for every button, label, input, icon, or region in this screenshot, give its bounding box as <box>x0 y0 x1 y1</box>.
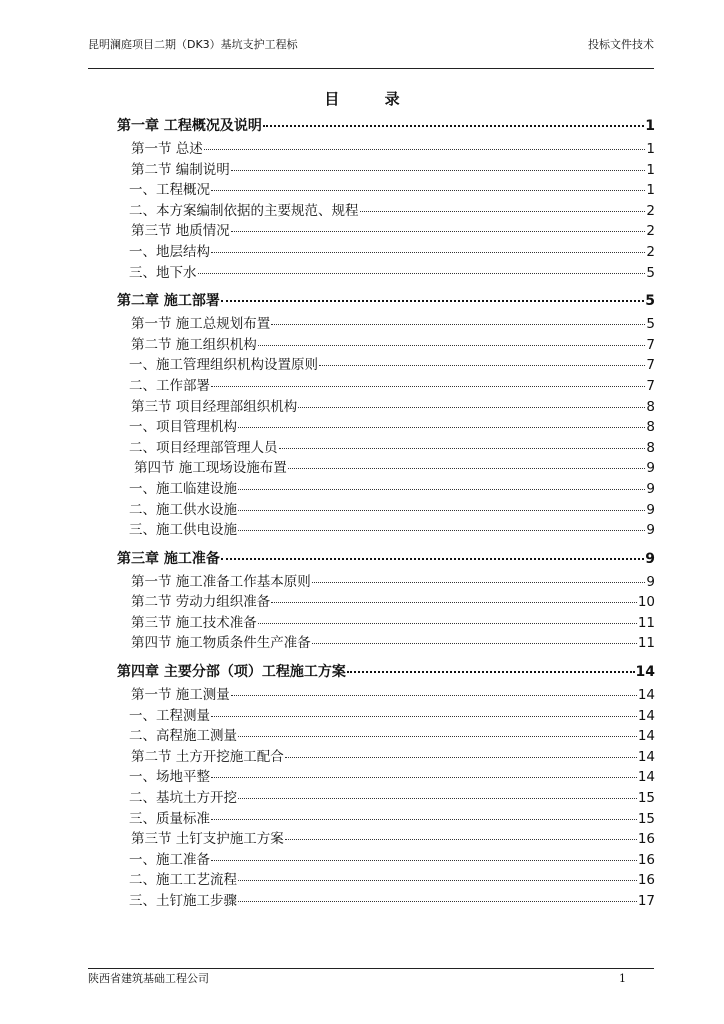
toc-entry-label: 第三节 地质情况 <box>131 223 230 240</box>
toc-dot-leader <box>238 427 645 428</box>
toc-dot-leader <box>221 300 644 302</box>
toc-entry[interactable] <box>117 335 655 356</box>
toc-entry-page: 1 <box>646 182 655 199</box>
toc-dot-leader <box>258 623 637 624</box>
toc-dot-leader <box>285 839 637 840</box>
toc-entry-page: 14 <box>637 769 655 786</box>
toc-entry-label: 一、项目管理机构 <box>129 419 237 436</box>
toc-entry[interactable] <box>117 221 655 242</box>
page-footer <box>88 968 654 985</box>
toc-dot-leader <box>271 324 645 325</box>
toc-entry-label: 三、质量标准 <box>129 810 210 827</box>
toc-dot-leader <box>198 273 646 274</box>
toc-entry[interactable] <box>117 747 655 768</box>
toc-entry[interactable] <box>117 613 655 634</box>
toc-entry-label: 第三节 项目经理部组织机构 <box>131 398 298 415</box>
toc-entry-label: 第一节 施工总规划布置 <box>131 316 271 333</box>
toc-entry[interactable] <box>117 397 655 418</box>
toc-entry-label: 一、工程概况 <box>129 182 210 199</box>
toc-entry-page: 14 <box>637 748 655 765</box>
toc-entry[interactable] <box>117 417 655 438</box>
toc-entry-label: 第一节 施工测量 <box>131 687 230 704</box>
toc-entry[interactable] <box>117 850 655 871</box>
toc-dot-leader <box>238 798 637 799</box>
toc-entry-page: 11 <box>637 635 655 652</box>
toc-dot-leader <box>238 510 645 511</box>
toc-entry-page: 17 <box>637 893 655 909</box>
toc-entry-label: 二、高程施工测量 <box>129 728 237 745</box>
toc-entry-page: 9 <box>646 522 655 539</box>
toc-entry[interactable] <box>117 263 655 284</box>
toc-dot-leader <box>221 558 644 560</box>
toc-dot-leader <box>211 386 645 387</box>
toc-entry[interactable] <box>117 160 655 181</box>
toc-entry-page: 5 <box>645 293 655 310</box>
toc-entry-label: 二、施工工艺流程 <box>129 872 237 889</box>
toc-title: 目 录 <box>324 90 420 108</box>
toc-dot-leader <box>258 345 646 346</box>
toc-entry-page: 9 <box>646 460 655 477</box>
toc-entry[interactable] <box>117 500 655 521</box>
toc-dot-leader <box>271 602 637 603</box>
toc-entry-label: 二、本方案编制依据的主要规范、规程 <box>129 202 359 219</box>
toc-entry-page: 9 <box>646 480 655 497</box>
toc-entry-page: 8 <box>646 439 655 456</box>
toc-dot-leader <box>312 643 637 644</box>
toc-entry[interactable] <box>117 458 655 479</box>
toc-dot-leader <box>285 757 637 758</box>
toc-dot-leader <box>298 407 645 408</box>
toc-entry-page: 16 <box>637 831 655 848</box>
toc-entry-page: 16 <box>637 851 655 868</box>
toc-entry[interactable] <box>117 180 655 201</box>
toc-entry-label: 三、施工供电设施 <box>129 522 237 539</box>
toc-entry-page: 2 <box>646 243 655 260</box>
toc-entry-page: 9 <box>646 501 655 518</box>
toc-entry-label: 一、场地平整 <box>129 769 210 786</box>
toc-entry[interactable] <box>117 242 655 263</box>
toc-dot-leader <box>238 736 637 737</box>
toc-entry-page: 5 <box>646 316 655 333</box>
toc-entry-label: 三、土钉施工步骤 <box>129 893 237 909</box>
toc-entry-page: 14 <box>637 728 655 745</box>
toc-entry-page: 15 <box>637 810 655 827</box>
toc-entry-page: 7 <box>646 377 655 394</box>
toc-entry-page: 1 <box>646 161 655 178</box>
toc-dot-leader <box>238 901 637 902</box>
toc-entry-page: 9 <box>645 550 655 567</box>
toc-entry-page: 15 <box>637 790 655 807</box>
toc-dot-leader <box>312 582 646 583</box>
toc-entry[interactable] <box>117 592 655 613</box>
toc-entry-label: 第四节 施工现场设施布置 <box>134 460 287 477</box>
toc-entry[interactable] <box>117 520 655 541</box>
toc-entry-page: 8 <box>646 398 655 415</box>
toc-dot-leader <box>204 149 646 150</box>
toc-entry[interactable] <box>117 767 655 788</box>
toc-dot-leader <box>211 860 637 861</box>
toc-entry-label: 第三节 施工技术准备 <box>131 614 257 631</box>
toc-entry-label: 二、项目经理部管理人员 <box>129 439 278 456</box>
toc-entry-page: 2 <box>646 223 655 240</box>
toc-entry-page: 14 <box>637 707 655 724</box>
toc-entry[interactable] <box>117 479 655 500</box>
toc-entry-label: 第四章 主要分部（项）工程施工方案 <box>117 664 346 681</box>
toc-entry[interactable] <box>117 139 655 160</box>
toc-entry-label: 二、施工供水设施 <box>129 501 237 518</box>
toc-entry-page: 7 <box>646 336 655 353</box>
toc-dot-leader <box>319 365 645 366</box>
toc-entry-page: 14 <box>635 664 655 681</box>
table-of-contents <box>117 114 655 912</box>
toc-entry-label: 第二节 编制说明 <box>131 161 230 178</box>
toc-dot-leader <box>211 777 637 778</box>
toc-dot-leader <box>231 231 646 232</box>
toc-entry-label: 一、施工临建设施 <box>129 480 237 497</box>
toc-entry-label: 第一节 施工准备工作基本原则 <box>131 573 311 590</box>
toc-entry-label: 第二节 土方开挖施工配合 <box>131 748 284 765</box>
toc-entry-label: 一、施工管理组织机构设置原则 <box>129 357 318 374</box>
toc-entry[interactable] <box>117 633 655 654</box>
toc-chapter-entry[interactable] <box>117 547 655 572</box>
toc-entry-label: 二、工作部署 <box>129 377 210 394</box>
toc-entry-label: 第一章 工程概况及说明 <box>117 118 262 134</box>
toc-entry[interactable] <box>117 314 655 335</box>
toc-chapter-entry[interactable] <box>117 660 655 685</box>
toc-entry[interactable] <box>117 870 655 891</box>
toc-entry-page: 1 <box>645 118 655 134</box>
header-section-label: 投标文件技术 <box>588 38 654 51</box>
toc-entry-label: 一、工程测量 <box>129 707 210 724</box>
footer-company-name: 陕西省建筑基础工程公司 <box>88 972 209 985</box>
toc-entry[interactable] <box>117 726 655 747</box>
toc-entry[interactable] <box>117 706 655 727</box>
page-header <box>88 38 654 69</box>
toc-entry[interactable] <box>117 809 655 830</box>
toc-dot-leader <box>238 530 645 531</box>
toc-entry-label: 三、地下水 <box>129 264 197 281</box>
toc-chapter-entry[interactable] <box>117 114 655 139</box>
toc-entry-page: 2 <box>646 202 655 219</box>
toc-entry[interactable] <box>117 355 655 376</box>
toc-entry-page: 11 <box>637 614 655 631</box>
toc-dot-leader <box>211 252 645 253</box>
toc-entry[interactable] <box>117 891 655 912</box>
toc-entry-label: 第二节 劳动力组织准备 <box>131 594 271 611</box>
toc-entry-label: 第三节 土钉支护施工方案 <box>131 831 284 848</box>
toc-entry-label: 第二节 施工组织机构 <box>131 336 257 353</box>
toc-entry-page: 9 <box>646 573 655 590</box>
toc-entry[interactable] <box>117 376 655 397</box>
toc-entry-label: 第二章 施工部署 <box>117 293 220 310</box>
toc-entry-label: 第一节 总述 <box>131 141 203 157</box>
toc-entry-page: 10 <box>637 594 655 611</box>
toc-entry-page: 8 <box>646 419 655 436</box>
toc-entry-label: 第四节 施工物质条件生产准备 <box>131 635 311 652</box>
toc-dot-leader <box>238 880 637 881</box>
toc-dot-leader <box>347 671 635 673</box>
toc-entry-label: 一、施工准备 <box>129 851 210 868</box>
toc-entry-page: 16 <box>637 872 655 889</box>
toc-entry[interactable] <box>117 829 655 850</box>
toc-chapter-entry[interactable] <box>117 289 655 314</box>
toc-entry[interactable] <box>117 438 655 459</box>
toc-dot-leader <box>263 125 644 127</box>
toc-entry-page: 14 <box>637 687 655 704</box>
toc-entry[interactable] <box>117 685 655 706</box>
toc-dot-leader <box>231 170 646 171</box>
toc-entry-label: 二、基坑土方开挖 <box>129 790 237 807</box>
toc-entry-page: 1 <box>646 141 655 157</box>
toc-entry[interactable] <box>117 201 655 222</box>
toc-entry-label: 第三章 施工准备 <box>117 550 220 567</box>
toc-dot-leader <box>360 211 646 212</box>
footer-page-number: 1 <box>619 972 626 985</box>
toc-entry-page: 7 <box>646 357 655 374</box>
toc-entry-page: 5 <box>646 264 655 281</box>
toc-dot-leader <box>279 448 646 449</box>
toc-dot-leader <box>231 695 637 696</box>
toc-dot-leader <box>211 716 637 717</box>
toc-entry-label: 一、地层结构 <box>129 243 210 260</box>
toc-entry[interactable] <box>117 788 655 809</box>
header-document-title: 昆明澜庭项目二期（DK3）基坑支护工程标 <box>88 38 298 51</box>
toc-dot-leader <box>211 190 645 191</box>
toc-dot-leader <box>288 468 646 469</box>
toc-dot-leader <box>238 489 645 490</box>
toc-entry[interactable] <box>117 572 655 593</box>
toc-dot-leader <box>211 819 637 820</box>
